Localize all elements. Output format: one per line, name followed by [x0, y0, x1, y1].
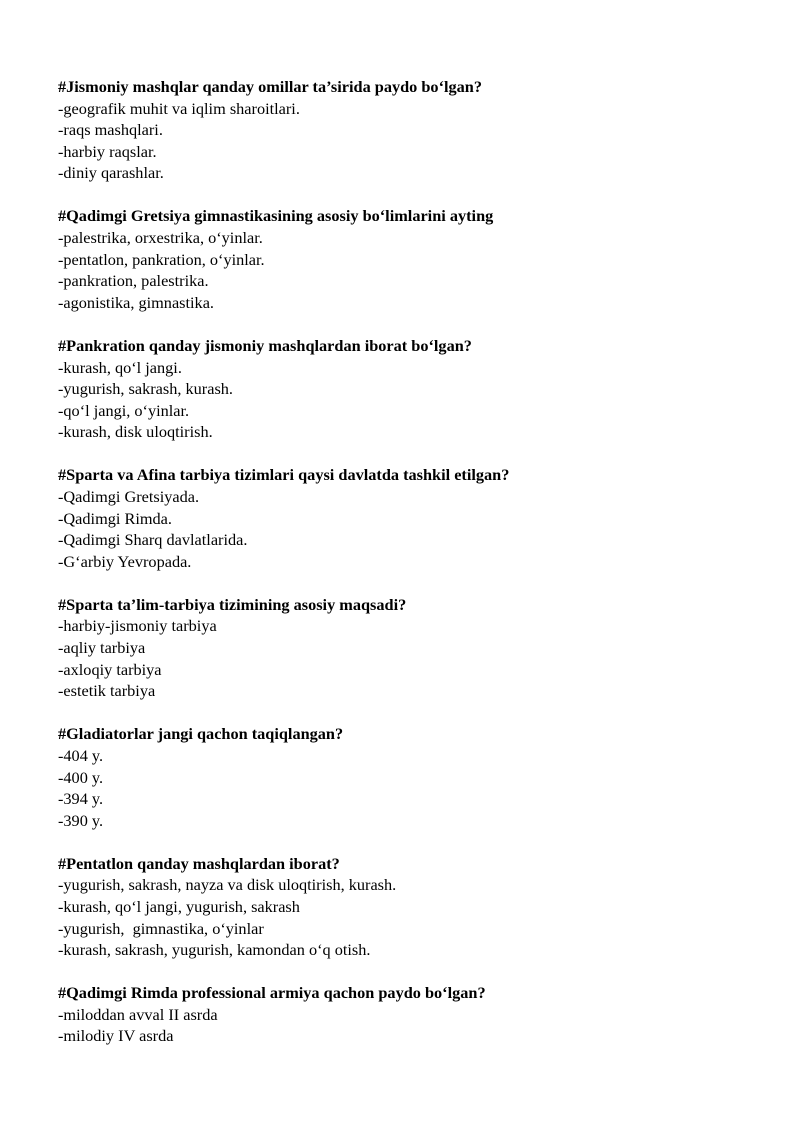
question-block	[58, 853, 758, 961]
answer-option: -394 y.	[58, 789, 104, 809]
answer-option: -Qadimgi Sharq davlatlarida.	[58, 530, 248, 550]
answer-option: -kurash, qo‘l jangi.	[58, 357, 182, 377]
answer-option: -404 y.	[58, 745, 104, 765]
answer-option: -miloddan avval II asrda	[58, 1004, 218, 1024]
answer-option: -yugurish, sakrash, nayza va disk uloqtirish, kurash.	[58, 875, 397, 895]
question-text: #Qadimgi Gretsiya gimnastikasining asosiy bo‘limlarini ayting	[58, 206, 494, 226]
answer-option: -pankration, palestrika.	[58, 271, 209, 291]
answer-option: -axloqiy tarbiya	[58, 659, 162, 679]
answer-option: -pentatlon, pankration, o‘yinlar.	[58, 249, 265, 269]
answer-option: -harbiy-jismoniy tarbiya	[58, 616, 217, 636]
answer-option: -geografik muhit va iqlim sharoitlari.	[58, 98, 300, 118]
answer-option: -harbiy raqslar.	[58, 141, 157, 161]
answer-option: -milodiy IV asrda	[58, 1026, 174, 1046]
question-text: #Pentatlon qanday mashqlardan iborat?	[58, 853, 340, 873]
answer-option: -palestrika, orxestrika, o‘yinlar.	[58, 228, 263, 248]
answer-option: -raqs mashqlari.	[58, 120, 163, 140]
question-block	[58, 76, 758, 184]
answer-option: -Qadimgi Rimda.	[58, 508, 172, 528]
answer-option: -kurash, qo‘l jangi, yugurish, sakrash	[58, 897, 300, 916]
question-text: #Pankration qanday jismoniy mashqlardan iborat bo‘lgan?	[58, 335, 472, 355]
question-text: #Jismoniy mashqlar qanday omillar ta’sirida paydo bo‘lgan?	[58, 77, 482, 96]
question-block	[58, 205, 758, 313]
question-block	[58, 982, 758, 1047]
answer-option: -yugurish, gimnastika, o‘yinlar	[58, 918, 264, 938]
answer-option: -estetik tarbiya	[58, 681, 156, 701]
question-text: #Sparta va Afina tarbiya tizimlari qaysi davlatda tashkil etilgan?	[58, 465, 510, 485]
answer-option: -diniy qarashlar.	[58, 163, 164, 183]
question-block	[58, 723, 758, 831]
answer-option: -agonistika, gimnastika.	[58, 292, 214, 312]
answer-option: -kurash, sakrash, yugurish, kamondan o‘q otish.	[58, 940, 371, 960]
question-text: #Gladiatorlar jangi qachon taqiqlangan?	[58, 724, 344, 744]
answer-option: -aqliy tarbiya	[58, 638, 146, 658]
answer-option: -qo‘l jangi, o‘yinlar.	[58, 400, 190, 420]
question-text: #Sparta ta’lim-tarbiya tizimining asosiy maqsadi?	[58, 594, 407, 614]
question-text: #Qadimgi Rimda professional armiya qachon paydo bo‘lgan?	[58, 983, 486, 1003]
question-block	[58, 594, 758, 702]
document-page	[58, 76, 758, 1069]
answer-option: -yugurish, sakrash, kurash.	[58, 379, 233, 399]
question-block	[58, 464, 758, 572]
answer-option: -Qadimgi Gretsiyada.	[58, 487, 200, 506]
answer-option: -kurash, disk uloqtirish.	[58, 422, 213, 442]
answer-option: -390 y.	[58, 810, 104, 830]
question-block	[58, 335, 758, 443]
answer-option: -400 y.	[58, 767, 104, 787]
answer-option: -G‘arbiy Yevropada.	[58, 551, 192, 571]
